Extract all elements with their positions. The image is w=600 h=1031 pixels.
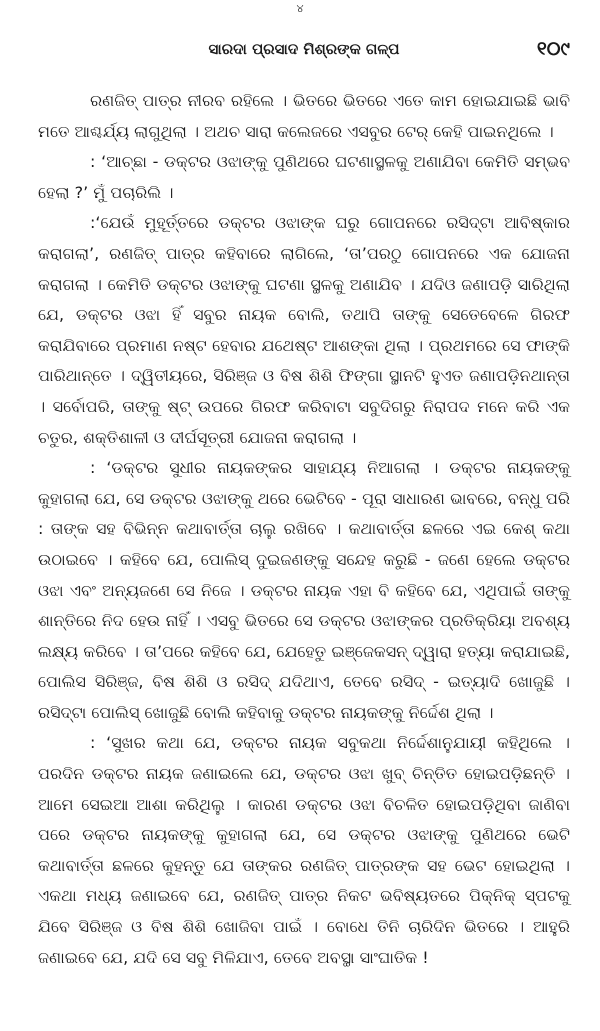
page-number: ୧୦୯ <box>536 38 570 60</box>
paragraph-4: : ‘ଡକ୍ଟର ସୁଧୀର ନାୟକଙ୍କର ସାହାଯ୍ୟ ନିଆଗଲା । ଡକ୍ଟର ନାୟକଙ୍କୁ କୁହାଗଲା ଯେ, ସେ ଡକ୍ଟର ଓଝାଙ୍କୁ ଥରେ ଭେଟିବେ - ପୂରା ସାଧାରଣ ଭାବରେ, ବନ୍ଧୁ ପରି : ତାଙ୍କ ସହ ବିଭିନ୍ନ କଥାବାର୍ତ୍ତା ଚାଲୁ ରଖିବେ । କଥାବାର୍ତ୍ତା ଛଳରେ ଏଇ କେଶ୍ କଥା ଉଠାଇବେ । କହିବେ ଯେ, ପୋଲିସ୍ ଦୁଇଜଣଙ୍କୁ ସନ୍ଦେହ କରୁଛି - ଜଣେ ହେଲେ ଡକ୍ଟର ଓଝା ଏବଂ ଅନ୍ୟଜଣେ ସେ ନିଜେ । ଡକ୍ଟର ନାୟକ ଏହା ବି କହିବେ ଯେ, ଏଥିପାଇଁ ତାଙ୍କୁ ଶାନ୍ତିରେ ନିଦ ହେଉ ନାହିଁ । ଏସବୁ ଭିତରେ ସେ ଡକ୍ଟର ଓଝାଙ୍କର ପ୍ରତିକ୍ରିୟା ଅବଶ୍ୟ ଲକ୍ଷ୍ୟ କରିବେ । ତା’ପରେ କହିବେ ଯେ, ଯେହେତୁ ଇଞ୍ଜେକସନ୍ ଦ୍ୱାରା ହତ୍ୟା କରାଯାଇଛି, ପୋଲିସ ସିରିଞ୍ଜ, ବିଷ ଶିଶି ଓ ରସିଦ୍ ଯଦିଥାଏ, ତେବେ ରସିଦ୍ - ଇତ୍ୟାଦି ଖୋଜୁଛି । ରସିଦ୍‌ଟା ପୋଲିସ୍ ଖୋଜୁଛି ବୋଲି କହିବାକୁ ଡକ୍ଟର ନାୟକଙ୍କୁ ନିର୍ଦ୍ଦେଶ ଥିଲା । <box>38 458 570 722</box>
paragraph-2: : ‘ଆଚ୍ଛା - ଡକ୍ଟର ଓଝାଙ୍କୁ ପୁଣିଥରେ ଘଟଣାସ୍ଥଳକୁ ଅଣାଯିବା କେମିତି ସମ୍ଭବ ହେଲା ?’ ମୁଁ ପଚାରିଲି । <box>38 152 570 202</box>
paragraph-1: ରଣଜିତ୍ ପାତ୍ର ନୀରବ ରହିଲେ । ଭିତରେ ଭିତରେ ଏତେ କାମ ହୋଇଯାଇଛି ଭାବି ମତେ ଆଶ୍ଚର୍ଯ୍ୟ ଲାଗୁଥିଲା । ଅଥଚ ସାରା କଲେଜରେ ଏସବୁର ଟେର୍ କେହି ପାଇନଥିଲେ । <box>38 91 570 141</box>
paragraph-5: : ‘ସୁଖର କଥା ଯେ, ଡକ୍ଟର ନାୟକ ସବୁକଥା ନିର୍ଦ୍ଦେଶାନୁଯାୟୀ କହିଥିଲେ । ପରଦିନ ଡକ୍ଟର ନାୟକ ଜଣାଇଲେ ଯେ, ଡକ୍ଟର ଓଝା ଖୁବ୍ ଚିନ୍ତିତ ହୋଇପଡ଼ିଛନ୍ତି । ଆମେ ସେଇଆ ଆଶା କରିଥିଲୁ । କାରଣ ଡକ୍ଟର ଓଝା ବିଚଳିତ ହୋଇପଡ଼ିଥିବା ଜାଣିବା ପରେ ଡକ୍ଟର ନାୟକଙ୍କୁ କୁହାଗଲା ଯେ, ସେ ଡକ୍ଟର ଓଝାଙ୍କୁ ପୁଣିଥରେ ଭେଟି କଥାବାର୍ତ୍ତା ଛଳରେ କୁହନ୍ତୁ ଯେ ତାଙ୍କର ରଣଜିତ୍ ପାତ୍ରଙ୍କ ସହ ଭେଟ ହୋଇଥିଲା । ଏକଥା ମଧ୍ୟ ଜଣାଇବେ ଯେ, ରଣଜିତ୍ ପାତ୍ର ନିକଟ ଭବିଷ୍ୟତରେ ପିକ୍‌ନିକ୍ ସ୍ପଟକୁ ଯିବେ ସିରିଞ୍ଜ ଓ ବିଷ ଶିଶି ଖୋଜିବା ପାଇଁ । ବୋଧେ ତିନି ଚାରିଦିନ ଭିତରେ । ଆହୁରି ଜଣାଇବେ ଯେ, ଯଦି ସେ ସବୁ ମିଳିଯାଏ, ତେବେ ଅବସ୍ଥା ସାଂଘାତିକ ! <box>38 733 570 967</box>
top-mark: ୪ <box>296 2 304 15</box>
page-header <box>38 0 570 64</box>
running-title: ସାରଦା ପ୍ରସାଦ ମିଶ୍ରଙ୍କ ଗଳ୍ପ <box>208 40 400 58</box>
body-text <box>38 86 570 973</box>
paragraph-3: :‘ଯେଉଁ ମୁହୂର୍ତ୍ତରେ ଡକ୍ଟର ଓଝାଙ୍କ ଘରୁ ଗୋପନରେ ରସିଦ୍‌ଟା ଆବିଷ୍କାର କରାଗଲା’, ରଣଜିତ୍ ପାତ୍ର କହିବାରେ ଲାଗିଲେ, ‘ତା’ପରଠୁ ଗୋପନରେ ଏକ ଯୋଜନା କରାଗଲା । କେମିତି ଡକ୍ଟର ଓଝାଙ୍କୁ ଘଟଣା ସ୍ଥଳକୁ ଅଣାଯିବ । ଯଦିଓ ଜଣାପଡ଼ି ସାରିଥିଲା ଯେ, ଡକ୍ଟର ଓଝା ହିଁ ସବୁର ନାୟକ ବୋଲି, ତଥାପି ତାଙ୍କୁ ସେତେବେଳେ ଗିରଫ କରାଯିବାରେ ପ୍ରମାଣ ନଷ୍ଟ ହେବାର ଯଥେଷ୍ଟ ଆଶଙ୍କା ଥିଲା । ପ୍ରଥମରେ ସେ ଫାଙ୍କି ପାରିଥାନ୍ତେ । ଦ୍ୱିତୀୟରେ, ସିରିଞ୍ଜ ଓ ବିଷ ଶିଶି ଫିଙ୍ଗା ସ୍ଥାନଟି ହୁଏତ ଜଣାପଡ଼ିନଥାନ୍ତା । ସର୍ବୋପରି, ତାଙ୍କୁ ଷ୍ଟ୍ ଉପରେ ଗିରଫ କରିବାଟା ସବୁଦିଗରୁ ନିରାପଦ ମନେ କରି ଏକ ଚତୁର, ଶକ୍ତିଶାଳୀ ଓ ଦୀର୍ଘସୂତ୍ରୀ ଯୋଜନା କରାଗଲା । <box>38 213 570 447</box>
